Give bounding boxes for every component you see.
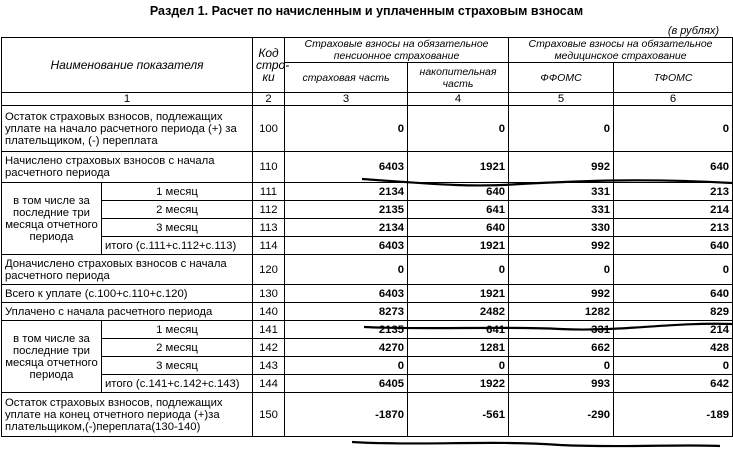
value-cell: 6403 [285,152,408,183]
value-cell: 662 [509,339,614,357]
value-cell: 213 [614,219,733,237]
col-num-2: 2 [253,93,285,106]
value-cell: 1921 [408,285,509,303]
value-cell: 641 [408,321,509,339]
insurance-table [1,37,733,437]
table-row [2,393,733,437]
row-label: Начислено страховых взносов с начала расчетного периода [2,152,253,183]
header-pension: Страховые взносы на обязательное пенсионное страхование [285,38,509,63]
value-cell: 428 [614,339,733,357]
section-title: Раздел 1. Расчет по начисленным и уплаченным страховым взносам [149,4,584,18]
value-cell: 992 [509,237,614,255]
month-label: 2 месяц [102,201,253,219]
month-label: итого (с.111+с.112+с.113) [102,237,253,255]
value-cell: 0 [285,357,408,375]
table-row [2,321,733,339]
table-row [2,183,733,201]
value-cell: -290 [509,393,614,437]
value-cell: 2482 [408,303,509,321]
value-cell: 992 [509,285,614,303]
header-medical: Страховые взносы на обязательное медицинское страхование [509,38,733,63]
value-cell: -1870 [285,393,408,437]
header-code: Код стро-ки [253,38,285,93]
row-code: 143 [253,357,285,375]
table-row [2,375,733,393]
table-row [2,255,733,285]
value-cell: 993 [509,375,614,393]
col-num-4: 4 [408,93,509,106]
table-row [2,219,733,237]
row-code: 112 [253,201,285,219]
row-code: 110 [253,152,285,183]
value-cell: -189 [614,393,733,437]
table-row [2,303,733,321]
table-row [2,152,733,183]
row-code: 130 [253,285,285,303]
value-cell: 0 [509,106,614,152]
row-code: 141 [253,321,285,339]
row-code: 120 [253,255,285,285]
value-cell: 6403 [285,237,408,255]
value-cell: 640 [614,285,733,303]
value-cell: 4270 [285,339,408,357]
value-cell: 0 [614,357,733,375]
value-cell: -561 [408,393,509,437]
month-label: 1 месяц [102,321,253,339]
header-ffoms: ФФОМС [509,63,614,93]
value-cell: 640 [408,219,509,237]
value-cell: 214 [614,201,733,219]
value-cell: 6405 [285,375,408,393]
group-label: в том числе за последние три месяца отчетного периода [2,321,102,393]
value-cell: 0 [408,357,509,375]
value-cell: 1922 [408,375,509,393]
value-cell: 8273 [285,303,408,321]
header-tfoms: ТФОМС [614,63,733,93]
unit-note: (в рублях) [667,25,719,37]
value-cell: 0 [614,106,733,152]
value-cell: 0 [509,255,614,285]
col-num-1: 1 [2,93,253,106]
table-row [2,339,733,357]
value-cell: 0 [285,106,408,152]
value-cell: 642 [614,375,733,393]
row-label: Уплачено с начала расчетного периода [2,303,253,321]
month-label: итого (с.141+с.142+с.143) [102,375,253,393]
row-label: Доначислено страховых взносов с начала расчетного периода [2,255,253,285]
header-insurance-part: страховая часть [285,63,408,93]
value-cell: 0 [509,357,614,375]
value-cell: 1282 [509,303,614,321]
value-cell: 0 [614,255,733,285]
row-label: Остаток страховых взносов, подлежащих уплате на начало расчетного периода (+) за плательщиком, (-) переплата [2,106,253,152]
value-cell: 1281 [408,339,509,357]
row-code: 113 [253,219,285,237]
value-cell: 1921 [408,152,509,183]
value-cell: 640 [614,237,733,255]
table-row [2,106,733,152]
header-row-1 [2,38,733,63]
value-cell: 0 [408,255,509,285]
row-code: 140 [253,303,285,321]
table-row [2,201,733,219]
month-label: 3 месяц [102,357,253,375]
table-row [2,285,733,303]
value-cell: 829 [614,303,733,321]
value-cell: 213 [614,183,733,201]
value-cell: 992 [509,152,614,183]
table-row [2,237,733,255]
value-cell: 330 [509,219,614,237]
table-row [2,357,733,375]
month-label: 3 месяц [102,219,253,237]
row-label: Остаток страховых взносов, подлежащих уплате на конец отчетного периода (+)за плательщиком,(-)переплата(130-140) [2,393,253,437]
row-code: 114 [253,237,285,255]
header-name: Наименование показателя [2,38,253,93]
value-cell: 6403 [285,285,408,303]
value-cell: 640 [408,183,509,201]
value-cell: 640 [614,152,733,183]
row-code: 150 [253,393,285,437]
value-cell: 641 [408,201,509,219]
row-label: Всего к уплате (с.100+с.110+с.120) [2,285,253,303]
row-code: 100 [253,106,285,152]
row-code: 111 [253,183,285,201]
value-cell: 2134 [285,183,408,201]
column-number-row [2,93,733,106]
value-cell: 1921 [408,237,509,255]
row-code: 144 [253,375,285,393]
header-funded-part: накопительная часть [408,63,509,93]
value-cell: 331 [509,183,614,201]
group-label: в том числе за последние три месяца отчетного периода [2,183,102,255]
month-label: 1 месяц [102,183,253,201]
value-cell: 2135 [285,201,408,219]
value-cell: 331 [509,201,614,219]
month-label: 2 месяц [102,339,253,357]
value-cell: 331 [509,321,614,339]
value-cell: 2135 [285,321,408,339]
value-cell: 0 [408,106,509,152]
value-cell: 2134 [285,219,408,237]
col-num-5: 5 [509,93,614,106]
value-cell: 214 [614,321,733,339]
col-num-6: 6 [614,93,733,106]
value-cell: 0 [285,255,408,285]
col-num-3: 3 [285,93,408,106]
row-code: 142 [253,339,285,357]
underline-mark [352,442,720,446]
